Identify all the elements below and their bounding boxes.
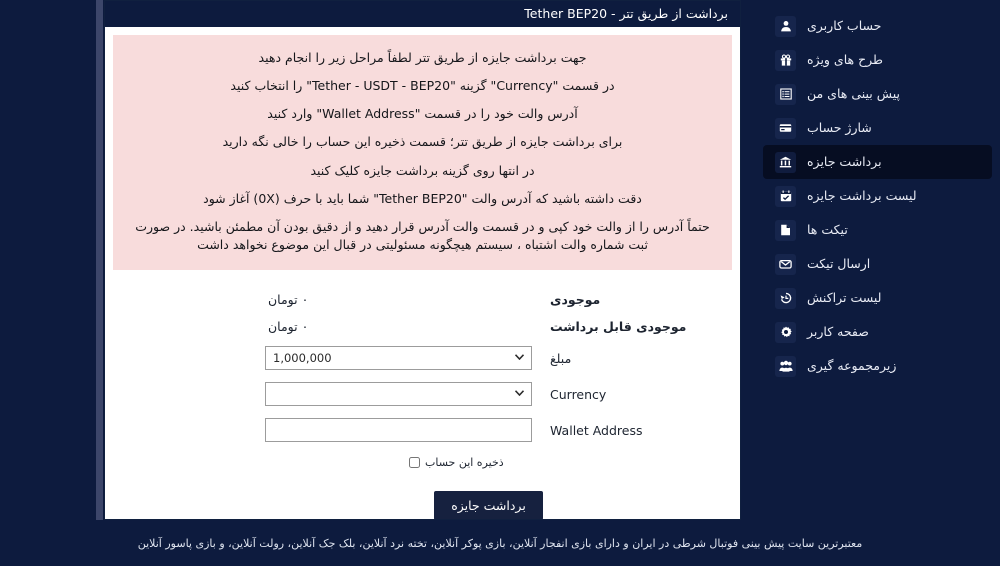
sidebar-item-label: برداشت جایزه — [807, 153, 882, 169]
wallet-row — [113, 418, 732, 442]
save-account-label[interactable]: ذخیره این حساب — [425, 456, 504, 469]
list-icon — [775, 84, 796, 105]
chevron-down-icon — [515, 390, 524, 399]
withdrawable-label: موجودی قابل برداشت — [550, 319, 687, 334]
sidebar-item-label: تیکت ها — [807, 221, 848, 237]
balance-row — [113, 292, 732, 307]
currency-label: Currency — [550, 386, 607, 402]
alert-line-7: حتماً آدرس را از والت خود کپی و در قسمت والت آدرس قرار دهید و از دقیق بودن آن مطمئن باشید. در صورت ثبت شماره والت اشتباه ، سیستم هیچگونه مسئولیتی در قبال این موضوع نخواهد داشت — [135, 218, 710, 252]
amount-label: مبلغ — [550, 350, 572, 366]
withdraw-form — [113, 270, 732, 520]
submit-row — [113, 469, 732, 520]
alert-line-5: در انتها روی گزینه برداشت جایزه کلیک کنید — [310, 162, 535, 178]
alert-line-2: در قسمت "Currency" گزینه "Tether - USDT - BEP20" را انتخاب کنید — [230, 78, 615, 94]
file-icon — [775, 220, 796, 241]
sidebar-item-label: لیست برداشت جایزه — [807, 187, 917, 203]
withdrawable-value: ۰ تومان — [268, 319, 309, 334]
credit-card-icon — [775, 118, 796, 139]
currency-row — [113, 382, 732, 406]
card-header — [105, 1, 740, 27]
envelope-icon — [775, 254, 796, 275]
amount-select[interactable] — [265, 346, 532, 370]
sidebar-item-send-ticket[interactable] — [763, 247, 992, 281]
sidebar-item-referral[interactable] — [763, 349, 992, 383]
alert-line-3: آدرس والت خود را در قسمت "Wallet Address" وارد کنید — [267, 106, 578, 122]
balance-label: موجودی — [550, 292, 601, 307]
sidebar-item-user-page[interactable] — [763, 315, 992, 349]
sidebar-item-label: ارسال تیکت — [807, 255, 871, 271]
gear-icon — [775, 322, 796, 343]
sidebar-item-label: حساب کاربری — [807, 17, 882, 33]
page-title: برداشت از طریق تتر - Tether BEP20 — [524, 5, 728, 21]
sidebar-item-charge-account[interactable] — [763, 111, 992, 145]
sidebar-item-withdraw-list[interactable] — [763, 179, 992, 213]
footer — [0, 520, 1000, 566]
sidebar-item-special-plans[interactable] — [763, 43, 992, 77]
amount-row — [113, 346, 732, 370]
sidebar — [755, 0, 1000, 566]
sidebar-item-withdraw-prize[interactable] — [763, 145, 992, 179]
save-account-checkbox[interactable] — [409, 457, 420, 468]
sidebar-item-label: شارژ حساب — [807, 119, 872, 135]
sidebar-item-label: طرح های ویژه — [807, 51, 884, 67]
chevron-down-icon — [515, 354, 524, 363]
sidebar-item-label: صفحه کاربر — [807, 323, 869, 339]
amount-value: 1,000,000 — [273, 351, 332, 365]
alert-line-1: جهت برداشت جایزه از طریق تتر لطفاً مراحل زیر را انجام دهید — [258, 50, 587, 65]
sidebar-item-user-account[interactable] — [763, 9, 992, 43]
balance-value: ۰ تومان — [268, 292, 309, 307]
sidebar-item-label: زیرمجموعه گیری — [807, 357, 897, 373]
bank-icon — [775, 152, 796, 173]
withdraw-submit-button[interactable]: برداشت جایزه — [434, 491, 543, 520]
sidebar-item-label: پیش بینی های من — [807, 85, 900, 101]
sidebar-item-label: لیست تراکنش — [807, 289, 882, 305]
withdraw-card — [104, 0, 741, 520]
save-account-row — [113, 456, 732, 469]
sidebar-item-my-predictions[interactable] — [763, 77, 992, 111]
currency-select[interactable] — [265, 382, 532, 406]
page-scrollbar-thumb[interactable] — [96, 0, 103, 520]
users-icon — [775, 356, 796, 377]
history-icon — [775, 288, 796, 309]
alert-line-6: دقت داشته باشید که آدرس والت "Tether BEP20" شما باید با حرف (0X) آغاز شود — [203, 190, 642, 206]
calendar-check-icon — [775, 186, 796, 207]
wallet-address-input[interactable] — [265, 418, 532, 442]
wallet-address-label: Wallet Address — [550, 422, 643, 438]
footer-text: معتبرترین سایت پیش بینی فوتبال شرطی در ایران و دارای بازی انفجار آنلاین، بازی پوکر آنلاین، تخته نرد آنلاین، بلک جک آنلاین، رولت آنلاین، و بازی پاسور آنلاین — [137, 536, 863, 550]
instructions-alert — [113, 35, 732, 270]
card-body — [105, 27, 740, 520]
sidebar-item-transactions[interactable] — [763, 281, 992, 315]
user-icon — [775, 16, 796, 37]
sidebar-item-tickets[interactable] — [763, 213, 992, 247]
sidebar-spacer — [755, 2, 1000, 9]
withdrawable-row — [113, 319, 732, 334]
alert-line-4: برای برداشت جایزه از طریق تتر؛ قسمت ذخیره این حساب را خالی نگه دارید — [222, 134, 623, 150]
gift-icon — [775, 50, 796, 71]
